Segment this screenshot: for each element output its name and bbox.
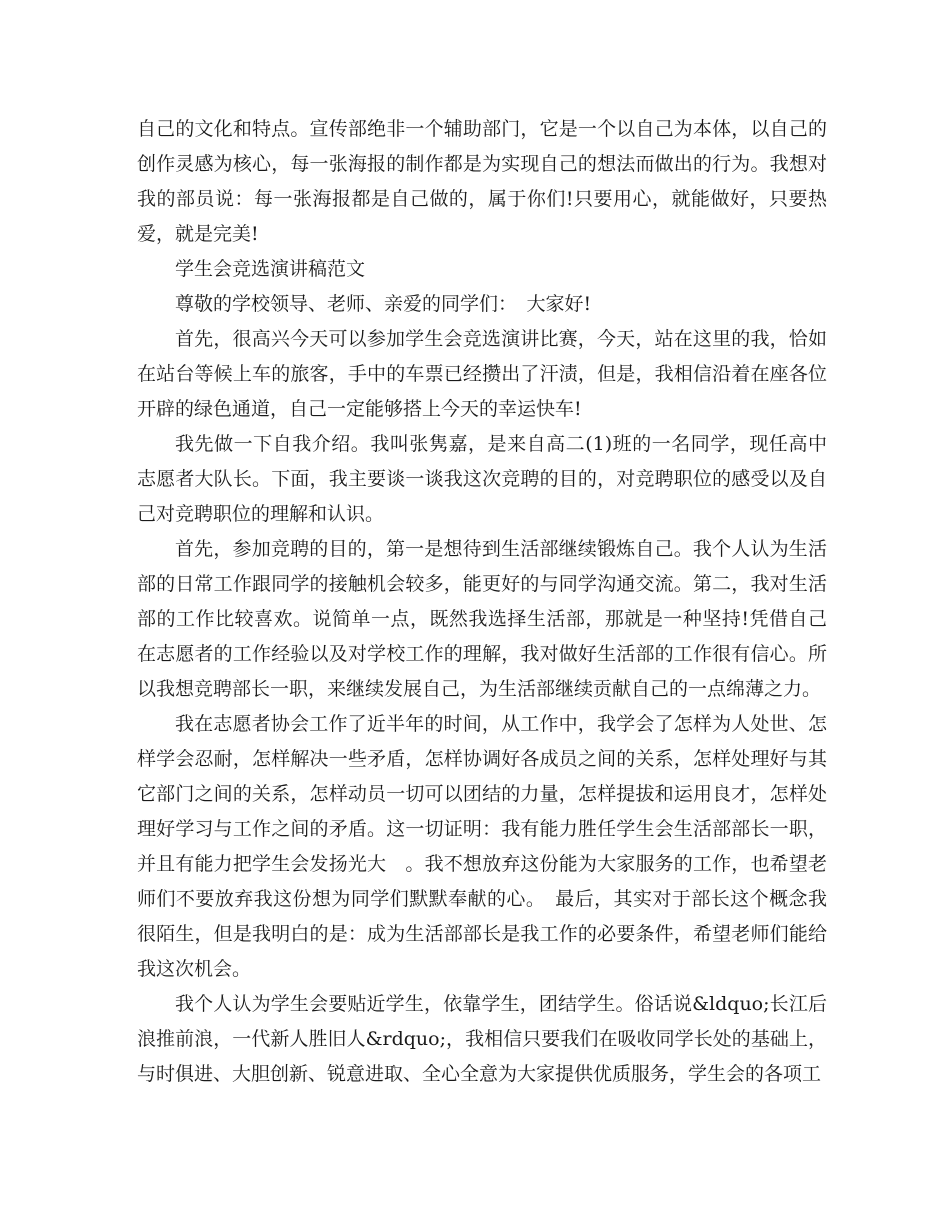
paragraph-closing: 我个人认为学生会要贴近学生，依靠学生，团结学生。俗话说&ldquo;长江后浪推前浪，一代新人胜旧人&rdquo;，我相信只要我们在吸收同学长处的基础上，与时俱进、大胆创新、锐意进取、全心全意为大家提供优质服务，学生会的各项工 bbox=[137, 993, 827, 1085]
paragraph-self-introduction: 我先做一下自我介绍。我叫张隽嘉，是来自高二(1)班的一名同学，现任高中志愿者大队长。下面，我主要谈一谈我这次竞聘的目的，对竞聘职位的感受以及自己对竞聘职位的理解和认识。 bbox=[137, 433, 827, 525]
paragraph-experience: 我在志愿者协会工作了近半年的时间，从工作中，我学会了怎样为人处世、怎样学会忍耐，怎样解决一些矛盾，怎样协调好各成员之间的关系，怎样处理好与其它部门之间的关系，怎样动员一切可以团结的力量，怎样提拔和运用良才，怎样处理好学习与工作之间的矛盾。这一切证明：我有能力胜任学生会生活部部长一职，并且有能力把学生会发扬光大 。我不想放弃这份能为大家服务的工作，也希望老师们不要放弃我这份想为同学们默默奉献的心。 最后，其实对于部长这个概念我很陌生，但是我明白的是：成为生活部部长是我工作的必要条件，希望老师们能给我这次机会。 bbox=[137, 713, 827, 980]
section-title: 学生会竞选演讲稿范文 bbox=[175, 258, 366, 280]
paragraph-opening: 首先，很高兴今天可以参加学生会竞选演讲比赛，今天，站在这里的我，恰如在站台等候上车的旅客，手中的车票已经攒出了汗渍，但是，我相信沿着在座各位开辟的绿色通道，自己一定能够搭上今天的幸运快车! bbox=[137, 328, 827, 420]
paragraph-purpose: 首先，参加竞聘的目的，第一是想待到生活部继续锻炼自己。我个人认为生活部的日常工作跟同学的接触机会较多，能更好的与同学沟通交流。第二，我对生活部的工作比较喜欢。说简单一点，既然我选择生活部，那就是一种坚持!凭借自己在志愿者的工作经验以及对学校工作的理解，我对做好生活部的工作很有信心。所以我想竞聘部长一职，来继续发展自己，为生活部继续贡献自己的一点绵薄之力。 bbox=[137, 538, 827, 700]
salutation: 尊敬的学校领导、老师、亲爱的同学们： 大家好! bbox=[175, 293, 592, 315]
paragraph-continued-text: 自己的文化和特点。宣传部绝非一个辅助部门，它是一个以自己为本体，以自己的创作灵感为核心，每一张海报的制作都是为实现自己的想法而做出的行为。我想对我的部员说：每一张海报都是自己做的，属于你们!只要用心，就能做好，只要热爱，就是完美! bbox=[137, 118, 827, 245]
document-page bbox=[137, 112, 827, 1092]
